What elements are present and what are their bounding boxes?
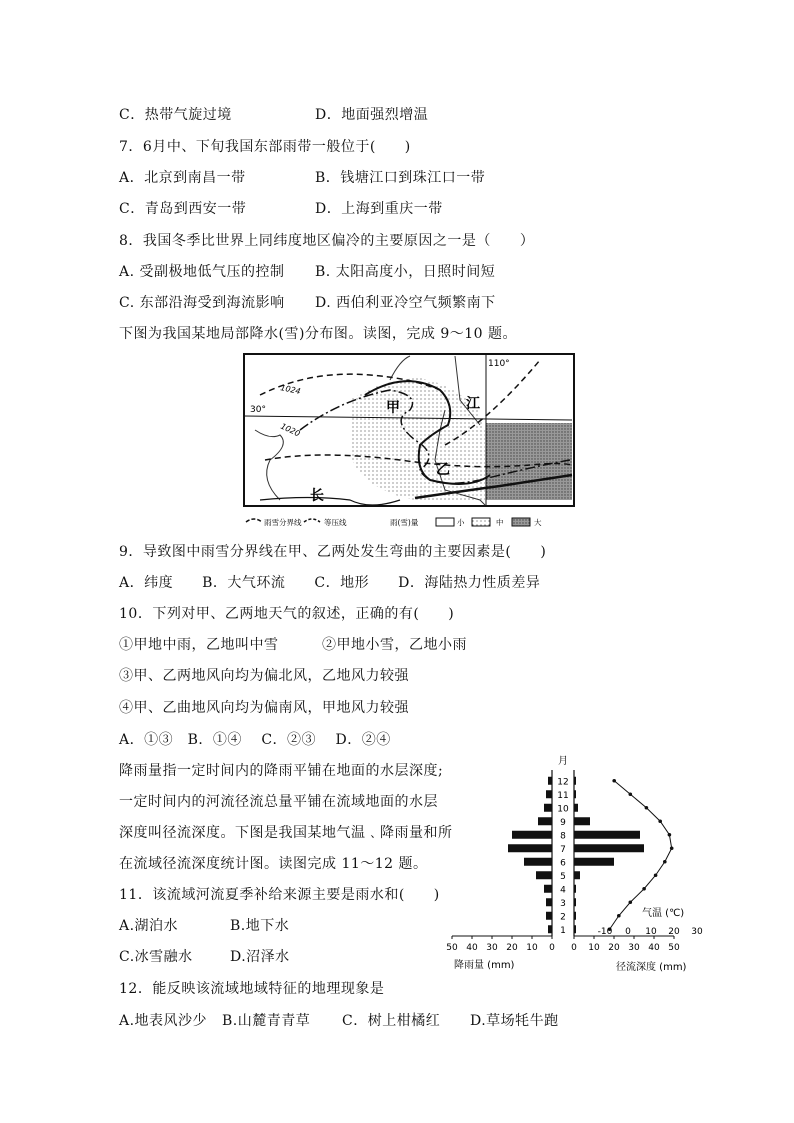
runoff-bar	[574, 898, 576, 906]
runoff-tick-label: 30	[628, 943, 640, 953]
temp-axis-label: 气温 (℃)	[642, 908, 685, 919]
runoff-bar	[574, 912, 576, 920]
q7-option-c: C．青岛到西安一带	[119, 201, 247, 217]
temperature-point	[658, 819, 662, 823]
map-legend	[246, 517, 542, 527]
precip-tick-label: 10	[526, 943, 538, 953]
q11-option-a: A.湖泊水	[119, 918, 179, 934]
q12-option-a: A.地表风沙少	[119, 1013, 208, 1029]
precip-bar	[538, 817, 552, 825]
legend-small: 小	[457, 518, 465, 527]
precip-bar	[548, 925, 552, 933]
q10-stem: 10．下列对甲、乙两地天气的叙述，正确的有( )	[119, 606, 455, 622]
precip-bar	[544, 804, 552, 812]
place-jia: 甲	[386, 400, 400, 416]
q11-stem: 11．该流域河流夏季补给来源主要是雨水和( )	[119, 887, 440, 903]
temperature-point	[668, 833, 672, 837]
q11-option-c: C.冰雪融水	[119, 949, 193, 965]
precip-axis-label: 降雨量 (mm)	[454, 960, 515, 971]
precip-tick-label: 0	[549, 943, 555, 953]
q11-option-b: B.地下水	[230, 918, 290, 934]
lat-label: 30°	[250, 405, 266, 415]
q9-options: A．纬度 B．大气环流 C．地形 D．海陆热力性质差异	[119, 575, 541, 591]
precip-bar	[544, 885, 552, 893]
runoff-tick-label: 10	[588, 943, 600, 953]
q7-option-a: A．北京到南昌一带	[119, 170, 246, 186]
intro-11-12-line-3: 深度叫径流深度。下图是我国某地气温﹑降雨量和所	[119, 825, 453, 841]
month-label: 3	[560, 898, 566, 909]
q12-option-c: C．树上柑橘红	[342, 1013, 441, 1029]
q8-option-d: D. 西伯利亚冷空气频繁南下	[315, 295, 496, 311]
temp-tick-label: 10	[645, 927, 657, 937]
temperature-point	[670, 846, 674, 850]
runoff-bar	[574, 831, 640, 839]
temperature-line	[610, 781, 672, 930]
precipitation-map	[240, 350, 580, 530]
lon-label: 110°	[488, 359, 510, 369]
runoff-tick-label: 40	[648, 943, 660, 953]
q8-option-b: B. 太阳高度小，日照时间短	[315, 264, 496, 280]
runoff-tick-label: 0	[571, 943, 577, 953]
runoff-bar	[574, 871, 580, 879]
month-label: 7	[560, 844, 566, 855]
q10-statement-4: ④甲、乙曲地风向均为偏南风，甲地风力较强	[119, 700, 409, 716]
precip-bar	[508, 844, 552, 852]
month-label: 1	[560, 925, 566, 936]
intro-11-12-line-1: 降雨量指一定时间内的降雨平铺在地面的水层深度;	[119, 763, 444, 779]
precip-bar	[524, 858, 552, 866]
runoff-tick-label: 50	[668, 943, 680, 953]
runoff-bar	[574, 844, 644, 852]
temperature-point	[663, 860, 667, 864]
legend-amount: 雨(雪)量	[390, 518, 419, 527]
runoff-bar	[574, 925, 576, 933]
temp-tick-label: -10	[597, 927, 613, 937]
precip-bar	[546, 790, 552, 798]
legend-medium: 中	[496, 518, 504, 527]
q6-option-d: D．地面强烈增温	[315, 107, 429, 123]
month-label: 10	[557, 804, 569, 815]
precip-bar	[548, 777, 552, 785]
runoff-bar	[574, 817, 590, 825]
runoff-bar	[574, 858, 614, 866]
river-label-jiang: 江	[466, 396, 480, 412]
precip-bar	[536, 871, 552, 879]
month-label: 9	[560, 817, 566, 828]
intro-9-10: 下图为我国某地局部降水(雪)分布图。读图，完成 9～10 题。	[119, 326, 518, 342]
q7-option-b: B．钱塘江口到珠江口一带	[315, 170, 486, 186]
temperature-point	[612, 779, 616, 783]
temperature-point	[629, 792, 633, 796]
month-label: 2	[560, 912, 566, 923]
place-yi: 乙	[436, 462, 450, 478]
precip-bar	[512, 831, 552, 839]
q11-option-d: D.沼泽水	[230, 949, 290, 965]
q7-stem: 7．6月中、下旬我国东部雨带一般位于( )	[119, 139, 411, 155]
runoff-bar	[574, 790, 576, 798]
temp-tick-label: 30	[691, 927, 703, 937]
month-label: 6	[560, 858, 566, 869]
month-label: 8	[560, 831, 566, 842]
climate-chart	[440, 752, 710, 977]
q8-option-c: C. 东部沿海受到海流影响	[119, 295, 285, 311]
month-label: 12	[557, 777, 569, 788]
legend-large: 大	[534, 518, 542, 527]
temperature-point	[617, 914, 621, 918]
heavy-rain-area	[486, 423, 572, 500]
legend-isobar: 等压线	[324, 518, 347, 527]
temperature-point	[642, 887, 646, 891]
river-label-chang: 长	[310, 488, 324, 504]
q9-stem: 9．导致图中雨雪分界线在甲、乙两处发生弯曲的主要因素是( )	[119, 544, 547, 560]
q6-option-c: C．热带气旋过境	[119, 107, 232, 123]
temperature-point	[654, 873, 658, 877]
temperature-point	[629, 900, 633, 904]
runoff-axis-label: 径流深度 (mm)	[616, 962, 687, 973]
q8-option-a: A. 受副极地低气压的控制	[119, 264, 285, 280]
isobar-label-1020: 1020	[279, 421, 302, 439]
precip-tick-label: 40	[466, 943, 478, 953]
month-label: 11	[557, 790, 569, 801]
temp-tick-label: 20	[668, 927, 680, 937]
precip-tick-label: 20	[506, 943, 518, 953]
precip-tick-label: 30	[486, 943, 498, 953]
temp-tick-label: 0	[625, 927, 631, 937]
runoff-tick-label: 20	[608, 943, 620, 953]
intro-11-12-line-4: 在流域径流深度统计图。读图完成 11～12 题。	[119, 856, 428, 872]
precip-tick-label: 50	[446, 943, 458, 953]
q10-statement-1-2: ①甲地中雨，乙地叫中雪 ②甲地小雪，乙地小雨	[119, 637, 467, 653]
month-label: 4	[560, 885, 566, 896]
q10-statement-3: ③甲、乙两地风向均为偏北风，乙地风力较强	[119, 668, 409, 684]
q12-option-b: B.山麓青青草	[222, 1013, 311, 1029]
q8-stem: 8．我国冬季比世界上同纬度地区偏冷的主要原因之一是（ ）	[119, 233, 535, 249]
runoff-bar	[574, 885, 576, 893]
intro-11-12-line-2: 一定时间内的河流径流总量平铺在流域地面的水层	[119, 794, 438, 810]
precip-bar	[546, 898, 552, 906]
runoff-bar	[574, 804, 578, 812]
temperature-point	[645, 806, 649, 810]
legend-boundary: 雨雪分界线	[264, 518, 302, 527]
q10-options: A．①③ B．①④ C．②③ D．②④	[119, 732, 391, 748]
q12-stem: 12．能反映该流域地域特征的地理现象是	[119, 981, 385, 997]
q7-option-d: D．上海到重庆一带	[315, 201, 443, 217]
isobar-label-1024: 1024	[279, 383, 302, 397]
month-label: 5	[560, 871, 566, 882]
y-axis-label: 月	[558, 756, 568, 767]
precip-bar	[546, 912, 552, 920]
q12-option-d: D.草场牦牛跑	[470, 1013, 559, 1029]
runoff-bar	[574, 777, 576, 785]
